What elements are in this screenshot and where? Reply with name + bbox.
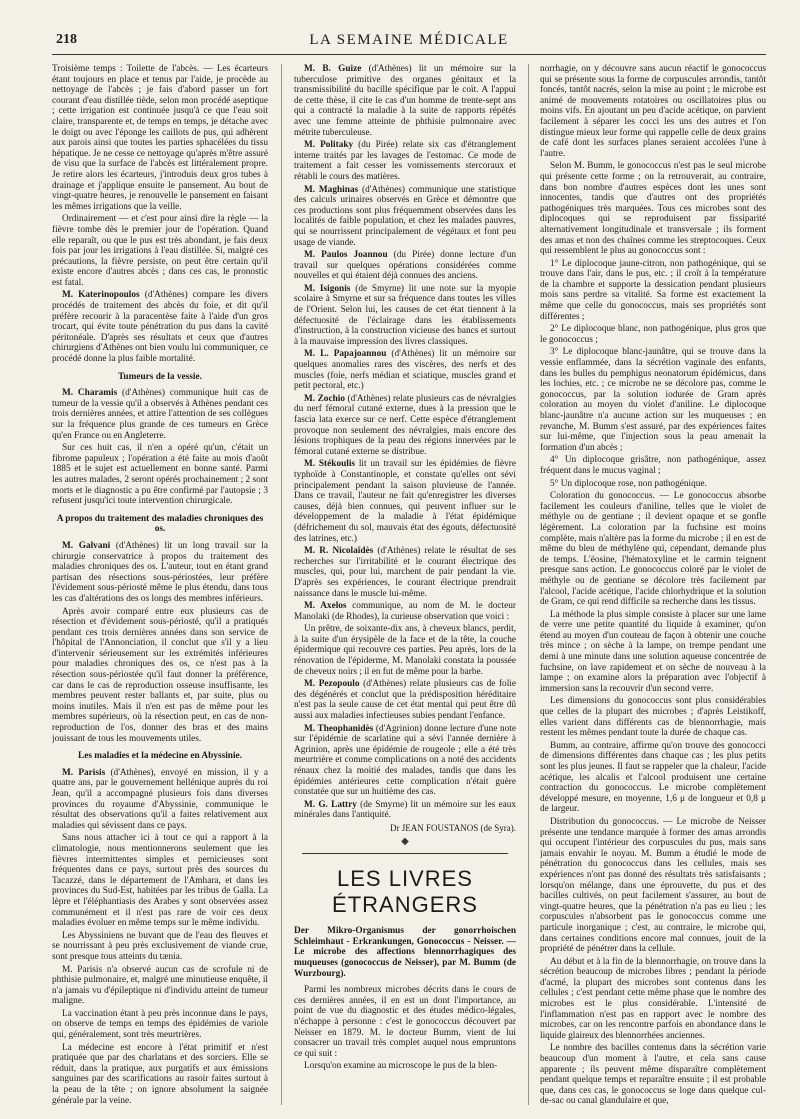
speaker-name: M. Katerinopoulos xyxy=(62,290,140,301)
paragraph-text: Bumm, au contraire, affirme qu'on trouve des gonococci de dimensions différentes dans chaque cas ; les plus petits sont les plus jeunes. Il faut se rappeler que la chaleur, l'acide acétique, les alcalis et l'alcool produisent une certaine contraction du gonococcus. Le microbe complètement développé mesure, en moyenne, 1,6 μ de longueur et 0,8 μ de largeur. xyxy=(540,740,766,815)
section-title: LES LIVRES ÉTRANGERS xyxy=(332,866,478,918)
paragraph xyxy=(540,324,766,345)
speaker-name: M. Pezopoulo xyxy=(304,679,360,690)
column-1 xyxy=(52,64,268,1109)
paragraph xyxy=(540,491,766,608)
paragraph-text: Coloration du gonococcus. — Le gonococcus absorbe facilement les couleurs d'aniline, telles que le violet de méthyle ou de gentiane ; il devient opaque et se gonfle légèrement. La coloration par la fuchsine est moins complète, mais n'altère pas la forme du microbe ; il en est de même du bleu de méthylène qui, cependant, demande plus de temps. L'éosine, l'hématoxyline et le carmin teignent presque sans action. Le gonococcus coloré par le violet de méthyle ou de gentiane se décolore très facilement par l'alcool, l'acide acétique, l'acide chlorhydrique et la solution de Gram, ce qui rend difficile sa recherche dans les tissus. xyxy=(540,491,766,608)
speaker-name: M. G. Lattry xyxy=(304,799,357,810)
speaker-name: M. Maghinas xyxy=(304,184,359,195)
speaker-name: M. Paulos Joannou xyxy=(304,250,388,261)
section-heading: A propos du traitement des maladies chroniques des os. xyxy=(56,513,264,535)
paragraph-text: (d'Athènes), envoyé en mission, il y a quatre ans, par le gouvernement hellénique auprès du roi Jean, qu'il a accompagné plusieurs fois dans diverses provinces du royaume d'Abyssinie, communique le résultat des observations qu'il a faites relativement aux maladies qui sévissent dans ce pays. xyxy=(52,767,268,831)
paragraph xyxy=(52,388,268,441)
speaker-name: M. R. Nicolaïdès xyxy=(304,546,374,557)
paragraph-text: (d'Agrinion) donne lecture d'une note sur l'épidémie de scarlatine qui a sévi l'année dernière à Agrinion, après une épidémie de rougeole ; elle a été très meurtrière et comme complications on a noté des accidents rénaux chez la moitié des malades, tandis que dans les épidémies antérieures cette complication n'était guère constatée que sur un huitième des cas. xyxy=(294,723,516,798)
paragraph-text: La médecine est encore à l'état primitif et n'est pratiquée que par des charlatans et des sorciers. Elle se réduit, dans la pratique, aux purgatifs et aux émissions sanguines par des scarifications au rasoir faites surtout à la peau de la tête ; on ignore absolument la saignée générale par la veine. xyxy=(52,1042,268,1106)
paragraph-text: (de Smyrne) lit une note sur la myopie scolaire à Smyrne et sur sa fréquence dans toutes les villes de l'Orient. Selon lui, les causes de cet état tiennent à la défectuosité de l'éclairage dans les établissements d'instruction, à la construction vicieuse des bancs et surtout à la mauvaise impression des livres classiques. xyxy=(294,283,516,347)
column-rule xyxy=(281,64,282,1105)
paragraph-text: (d'Athènes) communique une statistique des calculs urinaires observés en Grèce et démontre que ces productions sont plus fréquemment observées dans les localités de faible population, et chez les malades pauvres, qui se nourrissent principalement de végétaux et font peu usage de viande. xyxy=(294,184,516,248)
speaker-name: M. Isigonis xyxy=(304,283,351,294)
paragraph xyxy=(540,161,766,256)
paragraph xyxy=(294,800,516,821)
paragraph xyxy=(294,250,516,282)
paragraph-text: Sur ces huit cas, il n'en a opéré qu'un, c'était un fibrome papuleux ; l'opération a été faite au mois d'août 1885 et le sujet est actuellement en bonne santé. Parmi les autres malades, 2 seront opérés prochainement ; 2 sont morts et le diagnostic a pu être confirmé par l'autopsie ; 3 refusent jusqu'ici toute intervention chirurgicale. xyxy=(52,443,268,507)
paragraph xyxy=(540,957,766,1042)
review-citation: Der Mikro-Organismus der gonorrhoischen Schleimhaut - Erkrankungen, Gonococcus - Neisser. — Le microbe des affections blennorrhagiques des muqueuses (gonococcus de Neisser), par M. Bumm (de Wurzbourg). xyxy=(294,926,516,979)
paragraph-text: lit un travail sur les épidémies de fièvre typhoïde à Constantinople, et constate qu'elles ont sévi principalement pendant la saison pluvieuse de l'année. Dans ce travail, l'auteur ne fait qu'enregistrer les diverses causes, déjà bien connues, qui peuvent influer sur le développement de la maladie à l'état épidémique (défrichement du sol, mauvais état des égouts, défectuosité des latrines, etc.) xyxy=(294,459,516,544)
speaker-name: M. Galvani xyxy=(62,540,111,551)
paragraph-text: 4° Un diplocoque grisâtre, non pathogénique, assez fréquent dans le mucus vaginal ; xyxy=(540,455,766,476)
paragraph-text: (d'Athènes) communique huit cas de tumeur de la vessie qu'il a observés à Athènes pendant ces trois dernières années, et attire l'attention de ses collègues sur la fréquence plus grande de ces tumeurs en Grèce qu'en France ou en Angleterre. xyxy=(52,388,268,441)
paragraph xyxy=(52,1043,268,1107)
speaker-name: M. B. Guize xyxy=(304,64,362,74)
paragraph-text: Sans nous attacher ici à tout ce qui a rapport à la climatologie, nous mentionnerons seulement que les fièvres intermittentes simples et pernicieuses sont fréquentes dans ce pays, surtout près des sources du Tacazzé, dans le département de l'Amhara, et dans les provinces du Sud-Est, habitées par les tribus de Galla. La lèpre et l'éléphantiasis des Arabes y sont observées assez communément et il n'est pas rare de voir ces deux maladies évoluer en même temps sur le même individu. xyxy=(52,833,268,929)
paragraph-text: Ordinairement — et c'est pour ainsi dire la règle — la fièvre tombe dès le premier jour de l'opération. Quand elle reparaît, ou que le pus est très abondant, je fais deux fois par jour les irrigations à l'eau distillée. Si, malgré ces précautions, la fièvre persiste, on peut être certain qu'il existe encore d'autres abcès ; dans ces cas, le pronostic est fatal. xyxy=(52,214,268,288)
paragraph-text: (de Smyrne) lit un mémoire sur les eaux minérales dans l'antiquité. xyxy=(294,799,516,821)
paragraph-text: Les Abyssiniens ne buvant que de l'eau des fleuves et se nourrissant à peu près exclusivement de viande crue, sont presque tous atteints du tænia. xyxy=(52,930,268,962)
paragraph xyxy=(540,817,766,955)
paragraph-text: Les dimensions du gonococcus sont plus considérables que celles de la plupart des microbes ; d'après Leistikoff, elles varient dans différents cas de blennorrhagie, mais restent les mêmes pendant toute la durée de chaque cas. xyxy=(540,696,766,739)
paragraph xyxy=(52,1009,268,1041)
paragraph-text: Au début et à la fin de la blennorrhagie, on trouve dans la sécrétion beaucoup de microbes libres ; pendant la période d'acmé, la plupart des microbes sont contenus dans les cellules ; c'est pendant cette même phase que le nombre des microbes est le plus considérable. L'intensité de l'inflammation n'est pas en rapport avec le nombre des microbes, car on les rencontre parfois en abondance dans le liquide glaireux des blennorrhées anciennes. xyxy=(540,956,766,1041)
speaker-name: M. Zochio xyxy=(304,393,345,404)
paragraph-text: Après avoir comparé entre eux plusieurs cas de résection et d'évidement sous-périosté, qu'il a pratiqués pendant ces trois dernières années dans son service de l'hôpital de l'Annonciation, il conclut que s'il y a lieu d'intervenir sérieusement sur les extrémités inférieures pour maladies chroniques des os, ce n'est pas à la résection sous-périostée qu'il faut donner la préférence, car dans le cas de reproduction osseuse insuffisante, les membres peuvent rester ballants et, par suite, plus ou moins inutiles. Mais il n'en est pas de même pour les membres supérieurs, où la résection peut, en cas de non-reproduction de l'os, donner des bras et des mains jouissant de tous les mouvements utiles. xyxy=(52,606,268,744)
paragraph xyxy=(540,479,766,490)
paragraph xyxy=(294,601,516,622)
paragraph-text: communique, au nom de M. le docteur Manolaki (de Rhodes), la curieuse observation que voici : xyxy=(294,601,516,622)
paragraph xyxy=(52,64,268,212)
paragraph xyxy=(52,931,268,963)
page-number: 218 xyxy=(56,32,77,47)
paragraph-text: Le nombre des bacilles contenus dans la sécrétion varie beaucoup d'un moment à l'autre, et cela sans cause apparente ; ils peuvent même disparaître complètement pendant quelque temps et reparaître ensuite ; il est probable que, dans ces cas, le gonococcus se loge dans quelque cul-de-sac ou canal glandulaire et que, xyxy=(540,1043,766,1107)
section-heading: Tumeurs de la vessie. xyxy=(118,371,202,382)
paragraph xyxy=(294,985,516,1059)
paragraph xyxy=(294,1061,516,1072)
paragraph xyxy=(52,214,268,288)
paragraph-text: 2° Le diplocoque blanc, non pathogénique, plus gros que le gonococcus ; xyxy=(540,324,766,345)
speaker-name: M. Axelos xyxy=(304,601,347,612)
column-rule xyxy=(528,64,529,1105)
paragraph-text: Troisième temps : Toilette de l'abcès. — Les écarteurs étant toujours en place et tenus par l'aide, je procède au nettoyage de l'abcès ; je fais d'abord passer un fort courant d'eau distillée tiède, selon mon procédé aseptique ; cette irrigation est continuée jusqu'à ce que l'eau soit claire, transparente et, de temps en temps, je détache avec le doigt ou avec l'éponge les caillots de pus, qui adhèrent aux parois ainsi que toutes les parties sphacélées du tissu hépatique. Je ne cesse ce nettoyage qu'après m'être assuré de visu que la surface de l'abcès est littéralement propre. Je retire alors les écarteurs, j'introduis deux gros tubes à drainage et j'applique ensuite le pansement. Au bout de vingt-quatre heures, je renouvelle le pansement en faisant les mêmes irrigations que la veille. xyxy=(52,64,268,212)
speaker-name: M. Parisis xyxy=(62,767,106,778)
paragraph xyxy=(52,443,268,507)
section-heading: Les maladies et la médecine en Abyssinie. xyxy=(78,751,242,762)
author-signature: Dr JEAN FOUSTANOS (de Syra). xyxy=(389,822,516,833)
paragraph-text: (du Pirée) donne lecture d'un travail sur quelques opérations considérées comme nouvelles et qui étaient déjà connues des anciens. xyxy=(294,250,516,282)
paragraph xyxy=(294,284,516,348)
speaker-name: M. Politaky xyxy=(304,140,354,151)
paragraph-text: 1° Le diplocoque jaune-citron, non pathogénique, qui se trouve dans l'air, dans le pus, etc. ; il croît à la température de la chambre et supporte la dessication pendant plusieurs mois sans perdre sa vitalité. Sa forme est exactement la même que celle du gonococcus, mais ses propriétés sont différentes ; xyxy=(540,258,766,322)
paragraph xyxy=(52,290,268,364)
paragraph-text: Un prêtre, de soixante-dix ans, à cheveux blancs, perdit, à la suite d'un érysipèle de la face et de la tête, la couche épidermique qui recouvre ces parties. Peu après, lors de la rénovation de l'épiderme, M. Manolaki constata la poussée de cheveux noirs ; il en fut de même pour la barbe. xyxy=(294,624,516,677)
paragraph xyxy=(540,259,766,323)
paragraph xyxy=(294,64,516,138)
paragraph-text: (d'Athènes) lit un long travail sur la chirurgie conservatrice à propos du traitement des maladies chroniques des os. L'auteur, tout en étant grand partisan des résections sous-périostées, leur préfère l'évidement sous-périosté même le plus étendu, dans tous les cas d'altérations des os longs des membres inférieurs. xyxy=(52,540,268,604)
paragraph xyxy=(294,140,516,182)
paragraph xyxy=(540,347,766,453)
paragraph xyxy=(294,624,516,677)
paragraph-text: M. Parisis n'a observé aucun cas de scrofule ni de phthisie pulmonaire, et, malgré une minutieuse enquête, il n'a jamais vu d'épileptique ni d'individu atteint de tumeur maligne. xyxy=(52,964,268,1007)
paragraph-text: (d'Athènes) compare les divers procédés de traitement des abcès du foie, et dit qu'il préfère recourir à la paracentèse faite à l'aide d'un gros trocart, qui évite toute pénétration du pus dans la cavité péritonéale. D'après ses résultats et ceux que d'autres chirurgiens d'Athènes ont bien voulu lui communiquer, ce procédé donne la plus faible mortalité. xyxy=(52,290,268,365)
paragraph-text: (d'Athènes) lit un mémoire sur la tuberculose primitive des organes génitaux et la transmissibilité du bacille spécifique par le coït. A l'appui de cette thèse, il cite le cas d'un homme de trente-sept ans qui a contracté la maladie à la suite de rapports répétés avec une femme atteinte de phthisie pulmonaire avec métrite tuberculeuse. xyxy=(294,64,516,138)
divider xyxy=(302,853,508,854)
paragraph xyxy=(294,546,516,599)
paragraph-text: norrhagie, on y découvre sans aucun réactif le gonococcus qui se présente sous la forme de corpuscules arrondis, tantôt foncés, tantôt nacrés, selon la mise au point ; le microbe est animé de mouvements rotatoires ou oscillatoires plus ou moins vifs. En ajoutant un peu d'acide acétique, on parvient facilement à séparer les cocci les uns des autres et l'on distingue mieux leur forme qui rappelle celle de deux grains de café dont les surfaces planes seraient accolées l'une à l'autre. xyxy=(540,64,766,159)
paragraph-text: (d'Athènes) relate plusieurs cas de névralgies du nerf fémoral cutané externe, dues à la pression que le fascia lata exerce sur ce nerf. Cette espèce d'étranglement provoque non seulement des névralgies, mais encore des lésions trophiques de la peau des régions innervées par le fémoral cutané externe se distribue. xyxy=(294,393,516,457)
paragraph xyxy=(540,455,766,476)
paragraph xyxy=(294,349,516,391)
paragraph xyxy=(52,541,268,605)
paragraph-text: Parmi les nombreux microbes décrits dans le cours de ces dernières années, il en est un dont l'importance, au point de vue du diagnostic et des études médico-légales, n'échappe à personne : c'est le gonococcus découvert par Neisser en 1879. M. le docteur Bumm, vient de lui consacrer un travail très complet auquel nous empruntons ce qui suit : xyxy=(294,985,516,1059)
paragraph xyxy=(294,459,516,544)
paragraph xyxy=(52,965,268,1007)
paragraph xyxy=(540,610,766,695)
speaker-name: M. Theophanidès xyxy=(304,723,374,734)
paragraph xyxy=(294,394,516,458)
paragraph-text: (d'Athènes) lit un mémoire sur quelques anomalies rares des viscères, des nerfs et des muscles (foie, nerfs médian et sciatique, muscles grand et petit pectoral, etc.) xyxy=(294,349,516,392)
paragraph-text: (du Pirée) relate six cas d'étranglement interne traités par les lavages de l'estomac. Ce mode de traitement a fait cesser les vomissements stercoraux et rétabli le cours des matières. xyxy=(294,140,516,182)
paragraph xyxy=(52,768,268,832)
speaker-name: M. Stékoulis xyxy=(304,459,356,470)
paragraph xyxy=(52,833,268,928)
journal-title: LA SEMAINE MÉDICALE xyxy=(309,32,509,48)
paragraph xyxy=(540,1043,766,1107)
paragraph xyxy=(540,64,766,159)
paragraph xyxy=(294,185,516,249)
paragraph-text: La vaccination étant à peu près inconnue dans le pays, on observe de temps en temps des épidémies de variole qui, généralement, sont très meurtrières. xyxy=(52,1008,268,1041)
paragraph-text: La méthode la plus simple consiste à placer sur une lame de verre une petite quantité du liquide à examiner, qu'on étend au moyen d'un couteau de façon à obtenir une couche très mince ; on sèche à la lampe, on trempe pendant une demi à une minute dans une solution aqueuse concentrée de fuchsine, on lave rapidement et on sèche de nouveau à la lampe ; on examine alors la préparation avec l'objectif à immersion sans la recouvrir d'un second verre. xyxy=(540,609,766,694)
speaker-name: M. L. Papajoannou xyxy=(304,349,387,360)
paragraph-text: Selon M. Bumm, le gonococcus n'est pas le seul microbe qui présente cette forme ; on la retrouverait, au contraire, dans bon nombre d'autres espèces dont les unes sont innocentes, tandis que d'autres ont des propriétés pathogéniques très marquées. Tous ces microbes sont des diplocoques qui se reproduisent par fissiparité alternativement longitudinale et transversale ; ils forment des amas et non des chaînes comme les streptocoques. Ceux qui ressemblent le plus au gonococcus sont : xyxy=(540,161,766,257)
speaker-name: M. Charamis xyxy=(62,388,118,399)
paragraph-text: Lorsqu'on examine au microscope le pus de la blen- xyxy=(304,1061,498,1072)
paragraph-text: 3° Le diplocoque blanc-jaunâtre, qui se trouve dans la vessie enflammée, dans la sécrétion vaginale des enfants, dans les bulles du pemphigus neonatorum épidémicus, dans les lochies, etc. ; ce microbe ne se décolore pas, comme le gonococcus, par la solution iodurée de Gram après coloration au moyen du violet d'aniline. Le diplocoque blanc-jaunâtre n'a aucune action sur les muqueuses ; en revanche, M. Bumm s'est assuré, par des expériences faites sur lui-même, que l'injection sous la peau amenait la formation d'un abcès ; xyxy=(540,347,766,453)
page-header xyxy=(52,30,766,55)
paragraph xyxy=(540,741,766,815)
column-2 xyxy=(294,64,516,1109)
paragraph-text: Distribution du gonococcus. — Le microbe de Neisser présente une tendance marquée à former des amas arrondis qui occupent l'intérieur des corpuscules du pus, mais sans jamais envahir le noyau. M. Bumm a étudié le mode de pénétration du gonococcus dans les cellules, mais ses expériences n'ont pas donné des résultats très satisfaisants ; lorsqu'on mélange, dans une éprouvette, du pus et des bacilles cultivés, on peut facilement s'assurer, au bout de vingt-quatre heures, que la pénétration n'a pas eu lieu ; les corpuscules n'absorbent pas le gonococcus comme une particule inorganique ; c'est, au contraire, le microbe qui, dans certaines conditions encore mal connues, jouit de la propriété de pénétrer dans la cellule. xyxy=(540,816,766,955)
column-3 xyxy=(540,64,766,1109)
ornament-divider: ◆ xyxy=(401,835,409,847)
paragraph xyxy=(294,679,516,721)
paragraph-text: (d'Athènes) relate le résultat de ses recherches sur l'irritabilité et le courant électrique des muscles, qui, pour lui, marchent de pair pendant la vie. D'après ses expériences, le courant électrique prendrait naissance dans le muscle lui-même. xyxy=(294,546,516,599)
paragraph xyxy=(540,696,766,738)
paragraph-text: (d'Athènes) relate plusieurs cas de folie des dégénérés et conclut que la prédisposition héréditaire n'est pas la seule cause de cet état mental qui peut être dû aussi aux maladies infectieuses subies pendant l'enfance. xyxy=(294,679,516,722)
paragraph xyxy=(52,607,268,745)
paragraph-text: 5° Un diplocoque rose, non pathogénique. xyxy=(550,478,707,489)
paragraph xyxy=(294,724,516,798)
